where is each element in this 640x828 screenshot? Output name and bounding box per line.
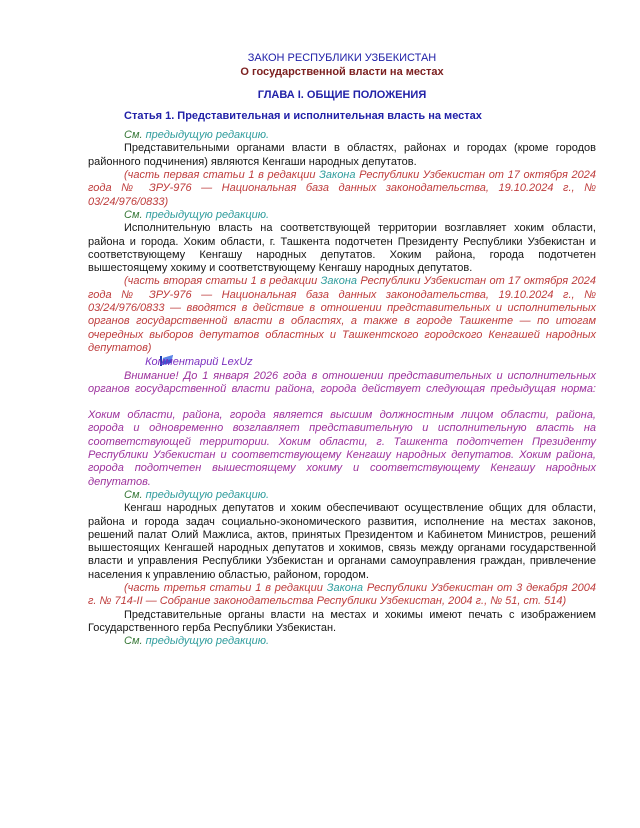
article-paragraph [88,502,596,582]
text-run: См. [124,635,146,648]
see-previous-edition-link [88,129,596,142]
inline-link[interactable]: предыдущую редакцию. [145,488,270,501]
article-heading [88,110,596,123]
see-previous-edition-link [88,209,596,222]
inline-link[interactable]: Закона [319,169,356,182]
comment-icon [124,355,138,366]
see-previous-edition-link [88,635,596,648]
chapter-heading [88,89,596,102]
amendment-note [88,582,596,609]
text-run: (часть третья статьи 1 в редакции [124,581,327,594]
blank-line [88,396,596,409]
text-run: О государственной власти на местах [240,66,444,79]
law-type-title [88,52,596,65]
inline-link[interactable]: Закона [326,581,364,594]
text-run: Республики Узбекистан от 17 октября 2024 года № ЗРУ-976 — Национальная база данных законодательства, 19.10.2024 г., № 03/24/976/0833 — вводятся в действие в отношении представительных и исполнительных органов государственной власти в областях, а также в городе Ташкенте — по итогам очередных выборов депутатов областных и Ташкентского городского Кенгашей народных депутатов) [88,275,596,354]
text-run: (часть вторая статьи 1 в редакции [124,275,321,288]
lexuz-comment-header [88,355,596,369]
text-run: Хоким области, района, города является высшим должностным лицом области, района, города и одновременно возглавляет представительную и исполнительную власть на соответствующей территории. Хоким области, г. Ташкента подотчетен Президенту Республики Узбекистан и соответствующему Кенгашу народных депутатов. Хоким района, города подотчетен вышестоящему хокиму и соответствующему Кенгашу народных депутатов. [88,409,596,488]
text-run: Представительные органы власти на местах и хокимы имеют печать с изображением Государственного герба Республики Узбекистан. [88,608,596,634]
law-title [88,66,596,79]
article-paragraph [88,609,596,636]
previous-norm-text [88,409,596,489]
text-run: Комментарий LexUz [145,356,253,369]
text-run: Республики Узбекистан от 3 декабря 2004 г. № 714-II — Собрание законодательства Республики Узбекистан, 2004 г., № 51, ст. 514) [88,581,596,608]
text-run: Представительными органами власти в областях, районах и городах (кроме городов районного подчинения) являются Кенгаши народных депутатов. [88,142,596,168]
inline-link[interactable]: предыдущую редакцию. [145,129,270,142]
text-run: См. [124,129,146,142]
see-previous-edition-link [88,489,596,502]
text-run: (часть первая статьи 1 в редакции [124,169,320,182]
inline-link[interactable]: предыдущую редакцию. [145,635,270,648]
text-run: ЗАКОН РЕСПУБЛИКИ УЗБЕКИСТАН [247,52,437,64]
text-run: Статья 1. Представительная и исполнительная власть на местах [124,109,482,122]
lexuz-comment-attention [88,370,596,397]
text-run: См. [124,208,146,221]
text-run: ГЛАВА I. ОБЩИЕ ПОЛОЖЕНИЯ [257,88,427,101]
text-run: Республики Узбекистан от 17 октября 2024 года № ЗРУ-976 — Национальная база данных законодательства, 19.10.2024 г., № 03/24/976/0833) [88,169,596,208]
inline-link[interactable]: Закона [320,275,358,288]
amendment-note [88,169,596,209]
text-run: Внимание! До 1 января 2026 года в отношении представительных и исполнительных органов государственной власти района, города действует следующая предыдущая норма: [88,369,596,395]
text-run: Исполнительную власть на соответствующей территории возглавляет хоким области, района и города. Хоким области, г. Ташкента подотчетен Президенту Республики Узбекистан и соответствующему Кенгашу народных депутатов. Хоким района, города подотчетен вышестоящему хокиму и соответствующему Кенгашу народных депутатов. [88,222,596,275]
article-paragraph [88,222,596,275]
text-run: См. [124,488,146,501]
amendment-note [88,275,596,355]
article-paragraph [88,142,596,169]
document-content [88,52,596,648]
inline-link[interactable]: предыдущую редакцию. [145,208,270,221]
text-run: Кенгаш народных депутатов и хоким обеспечивают осуществление общих для области, района и города задач социально-экономического развития, исполнение на местах законов, решений палат Олий Мажлиса, актов, принятых Президентом и Кабинетом Министров, решений вышестоящих Кенгашей народных депутатов и хокимов, связь между органами государственной власти и управления Республики Узбекистан и органами самоуправления граждан, привлечение населения к управлению областью, районом, городом. [88,502,596,581]
